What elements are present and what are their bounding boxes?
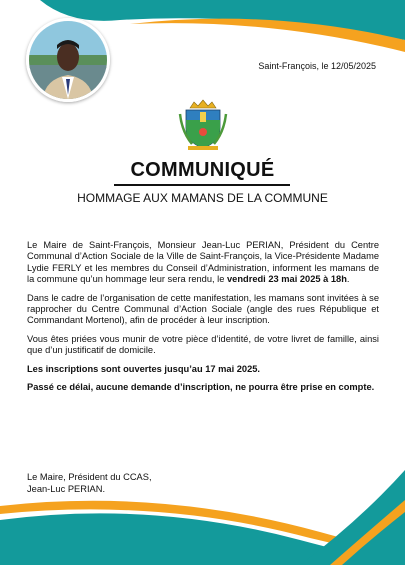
- title-underline: [114, 184, 290, 186]
- communique-body: [27, 240, 379, 400]
- signature: [27, 472, 152, 495]
- signature-title: Le Maire, Président du CCAS,: [27, 472, 152, 482]
- coat-of-arms: [178, 98, 228, 152]
- paragraph-documents: Vous êtes priées vous munir de votre pièce d’identité, de votre livret de famille, ainsi que d’un justificatif de domicile.: [27, 333, 379, 356]
- city-coat-of-arms-icon: [178, 98, 228, 152]
- page-subtitle: HOMMAGE AUX MAMANS DE LA COMMUNE: [77, 191, 328, 205]
- warning-text: Passé ce délai, aucune demande d’inscription, ne pourra être prise en compte.: [27, 382, 375, 393]
- paragraph-registration: Dans le cadre de l’organisation de cette manifestation, les mamans sont invitées à se rapprocher du Centre Communal d’Action Sociale (angle des rues République et Commandant Mortenol), afin de procéder à leur inscription.: [27, 292, 379, 326]
- paragraph-announcement-end: .: [346, 274, 350, 285]
- paragraph-announcement: [27, 240, 379, 286]
- portrait-photo-icon: [29, 21, 107, 99]
- date-line: Saint-François, le 12/05/2025: [258, 61, 376, 71]
- signature-name: Jean-Luc PERIAN.: [27, 483, 106, 494]
- paragraph-warning: [27, 382, 379, 393]
- paragraph-deadline: [27, 364, 379, 375]
- event-date: vendredi 23 mai 2025 à 18h: [227, 274, 347, 285]
- page-title: COMMUNIQUÉ: [130, 159, 275, 181]
- paragraph-announcement-text: Le Maire de Saint-François, Monsieur Jean-Luc PERIAN, Président du Centre Communal d’Action Sociale de la Ville de Saint-François, la Vice-Présidente Madame Lydie FERLY et les membres du Conseil d’Administration, informent les mamans de la commune qu’un hommage leur sera rendu, le: [27, 240, 379, 285]
- mayor-portrait: [26, 18, 110, 102]
- deadline-text: Les inscriptions sont ouvertes jusqu’au 17 mai 2025.: [27, 363, 261, 374]
